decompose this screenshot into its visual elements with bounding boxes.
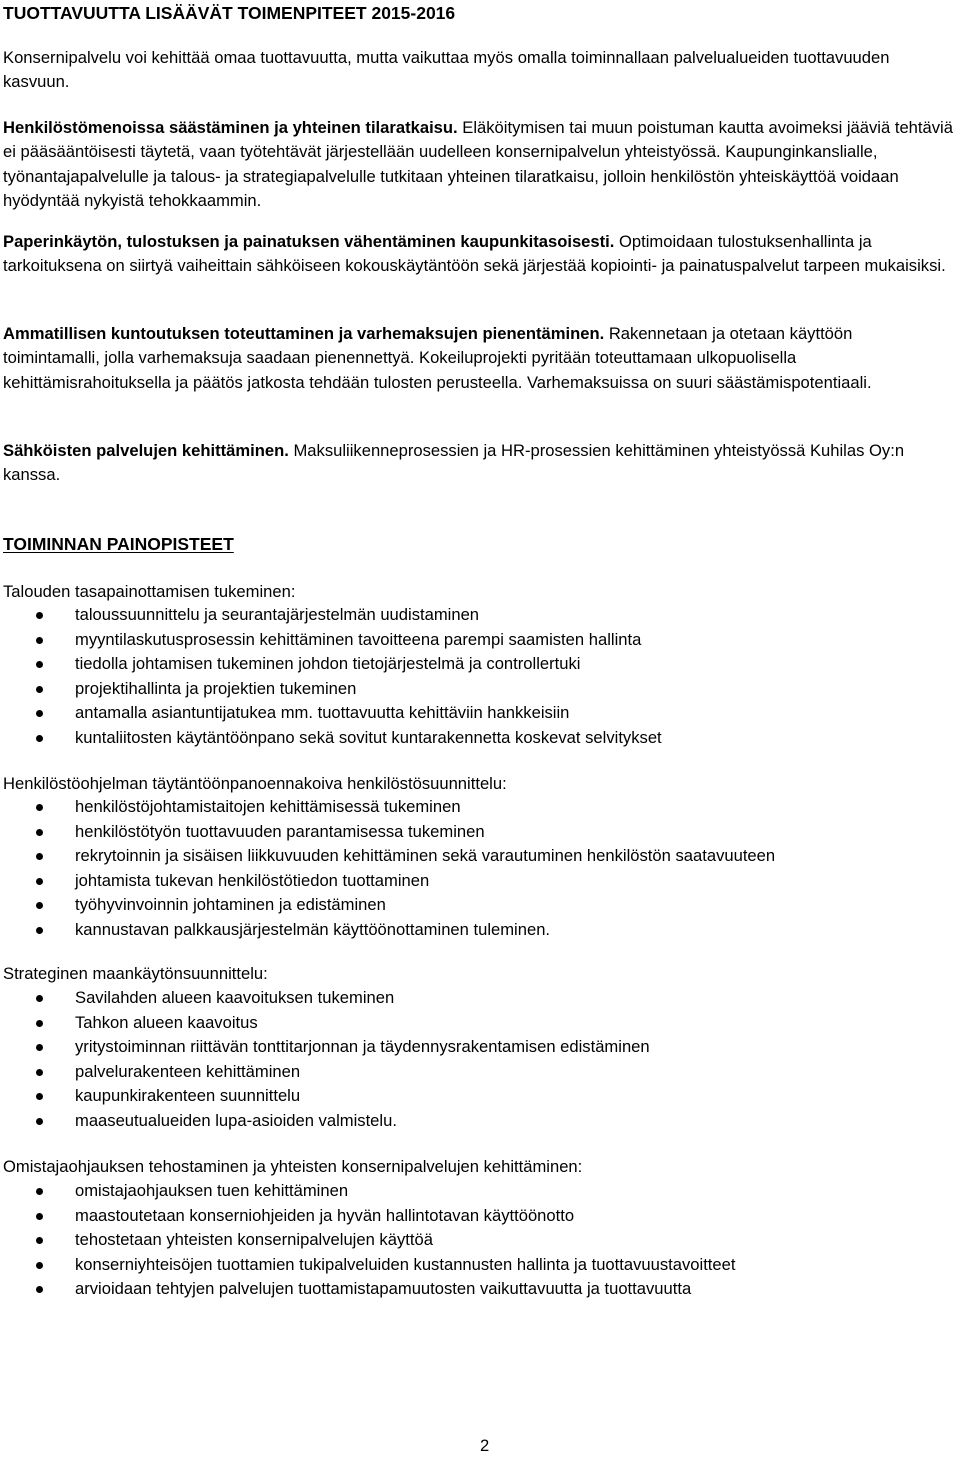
list-item: kaupunkirakenteen suunnittelu <box>3 1084 650 1109</box>
bullet-icon <box>36 853 43 860</box>
bullet-icon <box>36 735 43 742</box>
bullet-icon <box>36 1044 43 1051</box>
list-item: palvelurakenteen kehittäminen <box>3 1060 650 1085</box>
bullet-icon <box>36 686 43 693</box>
bullet-icon <box>36 995 43 1002</box>
bullet-icon <box>36 927 43 934</box>
bullet-icon <box>36 1213 43 1220</box>
list-item: tehostetaan yhteisten konsernipalvelujen käyttöä <box>3 1228 736 1253</box>
list-item: tiedolla johtamisen tukeminen johdon tietojärjestelmä ja controllertuki <box>3 652 662 677</box>
focus-list <box>3 795 775 943</box>
focus-heading: TOIMINNAN PAINOPISTEET <box>3 534 234 554</box>
bullet-icon <box>36 1020 43 1027</box>
measure-paragraph <box>3 322 953 395</box>
list-item: omistajaohjauksen tuen kehittäminen <box>3 1179 736 1204</box>
list-item: kannustavan palkkausjärjestelmän käyttöönottaminen tuleminen. <box>3 918 775 943</box>
page-number: 2 <box>480 1436 490 1455</box>
list-item: henkilöstötyön tuottavuuden parantamisessa tukeminen <box>3 820 775 845</box>
measure-text: Rakennetaan ja otetaan käyttöön toimintamalli, jolla varhemaksuja saadaan pienennettyä. Kokeiluprojekti pyritään toteuttamaan ulkopuolisella kehittämisrahoituksella ja päätös jatkosta tehdään tulosten perusteella. Varhemaksuissa on suuri säästämispotentiaali. <box>3 324 872 392</box>
bullet-icon <box>36 661 43 668</box>
measure-lead: Henkilöstömenoissa säästäminen ja yhteinen tilaratkaisu. <box>3 118 458 137</box>
bullet-icon <box>36 612 43 619</box>
focus-section-label: Strateginen maankäytönsuunnittelu: <box>3 964 268 983</box>
focus-list <box>3 603 662 751</box>
list-item: maaseutualueiden lupa-asioiden valmistelu. <box>3 1109 650 1134</box>
list-item: Savilahden alueen kaavoituksen tukeminen <box>3 986 650 1011</box>
focus-section-label: Omistajaohjauksen tehostaminen ja yhteisten konsernipalvelujen kehittäminen: <box>3 1157 583 1176</box>
focus-section-label: Talouden tasapainottamisen tukeminen: <box>3 582 296 601</box>
list-item: työhyvinvoinnin johtaminen ja edistäminen <box>3 893 775 918</box>
page-title: TUOTTAVUUTTA LISÄÄVÄT TOIMENPITEET 2015-2016 <box>3 3 456 23</box>
bullet-icon <box>36 637 43 644</box>
measure-text: Maksuliikenneprosessien ja HR-prosessien kehittäminen yhteistyössä Kuhilas Oy:n kanssa. <box>3 441 905 485</box>
measure-paragraph <box>3 116 953 213</box>
focus-list <box>3 1179 736 1302</box>
bullet-icon <box>36 902 43 909</box>
measure-lead: Sähköisten palvelujen kehittäminen. <box>3 441 289 460</box>
measure-lead: Paperinkäytön, tulostuksen ja painatuksen vähentäminen kaupunkitasoisesti. <box>3 232 615 251</box>
measure-paragraph <box>3 230 953 279</box>
bullet-icon <box>36 1188 43 1195</box>
list-item: rekrytoinnin ja sisäisen liikkuvuuden kehittäminen sekä varautuminen henkilöstön saatavuuteen <box>3 844 775 869</box>
measure-paragraph <box>3 439 953 488</box>
measure-text: Eläköitymisen tai muun poistuman kautta avoimeksi jääviä tehtäviä ei pääsääntöisesti täytetä, vaan työtehtävät järjestellään uudelleen konsernipalvelun yhteistyössä. Kaupunginkanslialle, työnantajapalvelulle ja talous- ja strategiapalvelulle tutkitaan yhteinen tilaratkaisu, jolloin henkilöstön yhteiskäyttöä voidaan hyödyntää nykyistä tehokkaammin. <box>3 118 953 210</box>
measure-lead: Ammatillisen kuntoutuksen toteuttaminen ja varhemaksujen pienentäminen. <box>3 324 605 343</box>
intro-paragraph: Konsernipalvelu voi kehittää omaa tuottavuutta, mutta vaikuttaa myös omalla toiminnallaan palvelualueiden tuottavuuden kasvuun. <box>3 48 890 92</box>
focus-list <box>3 986 650 1134</box>
bullet-icon <box>36 1262 43 1269</box>
bullet-icon <box>36 1286 43 1293</box>
bullet-icon <box>36 1093 43 1100</box>
list-item: johtamista tukevan henkilöstötiedon tuottaminen <box>3 869 775 894</box>
focus-section-label: Henkilöstöohjelman täytäntöönpanoennakoiva henkilöstösuunnittelu: <box>3 774 507 793</box>
bullet-icon <box>36 829 43 836</box>
bullet-icon <box>36 1118 43 1125</box>
bullet-icon <box>36 878 43 885</box>
list-item: taloussuunnittelu ja seurantajärjestelmän uudistaminen <box>3 603 662 628</box>
bullet-icon <box>36 1237 43 1244</box>
list-item: henkilöstöjohtamistaitojen kehittämisessä tukeminen <box>3 795 775 820</box>
list-item: konserniyhteisöjen tuottamien tukipalveluiden kustannusten hallinta ja tuottavuustavoitteet <box>3 1253 736 1278</box>
list-item: Tahkon alueen kaavoitus <box>3 1011 650 1036</box>
measure-text: Optimoidaan tulostuksenhallinta ja tarkoituksena on siirtyä vaiheittain sähköiseen kokouskäytäntöön sekä järjestää kopiointi- ja painatuspalvelut tarpeen mukaisiksi. <box>3 232 946 276</box>
list-item: kuntaliitosten käytäntöönpano sekä sovitut kuntarakennetta koskevat selvitykset <box>3 726 662 751</box>
list-item: maastoutetaan konserniohjeiden ja hyvän hallintotavan käyttöönotto <box>3 1204 736 1229</box>
list-item: antamalla asiantuntijatukea mm. tuottavuutta kehittäviin hankkeisiin <box>3 701 662 726</box>
bullet-icon <box>36 804 43 811</box>
list-item: arvioidaan tehtyjen palvelujen tuottamistapamuutosten vaikuttavuutta ja tuottavuutta <box>3 1277 736 1302</box>
list-item: projektihallinta ja projektien tukeminen <box>3 677 662 702</box>
bullet-icon <box>36 710 43 717</box>
list-item: yritystoiminnan riittävän tonttitarjonnan ja täydennysrakentamisen edistäminen <box>3 1035 650 1060</box>
list-item: myyntilaskutusprosessin kehittäminen tavoitteena parempi saamisten hallinta <box>3 628 662 653</box>
bullet-icon <box>36 1069 43 1076</box>
